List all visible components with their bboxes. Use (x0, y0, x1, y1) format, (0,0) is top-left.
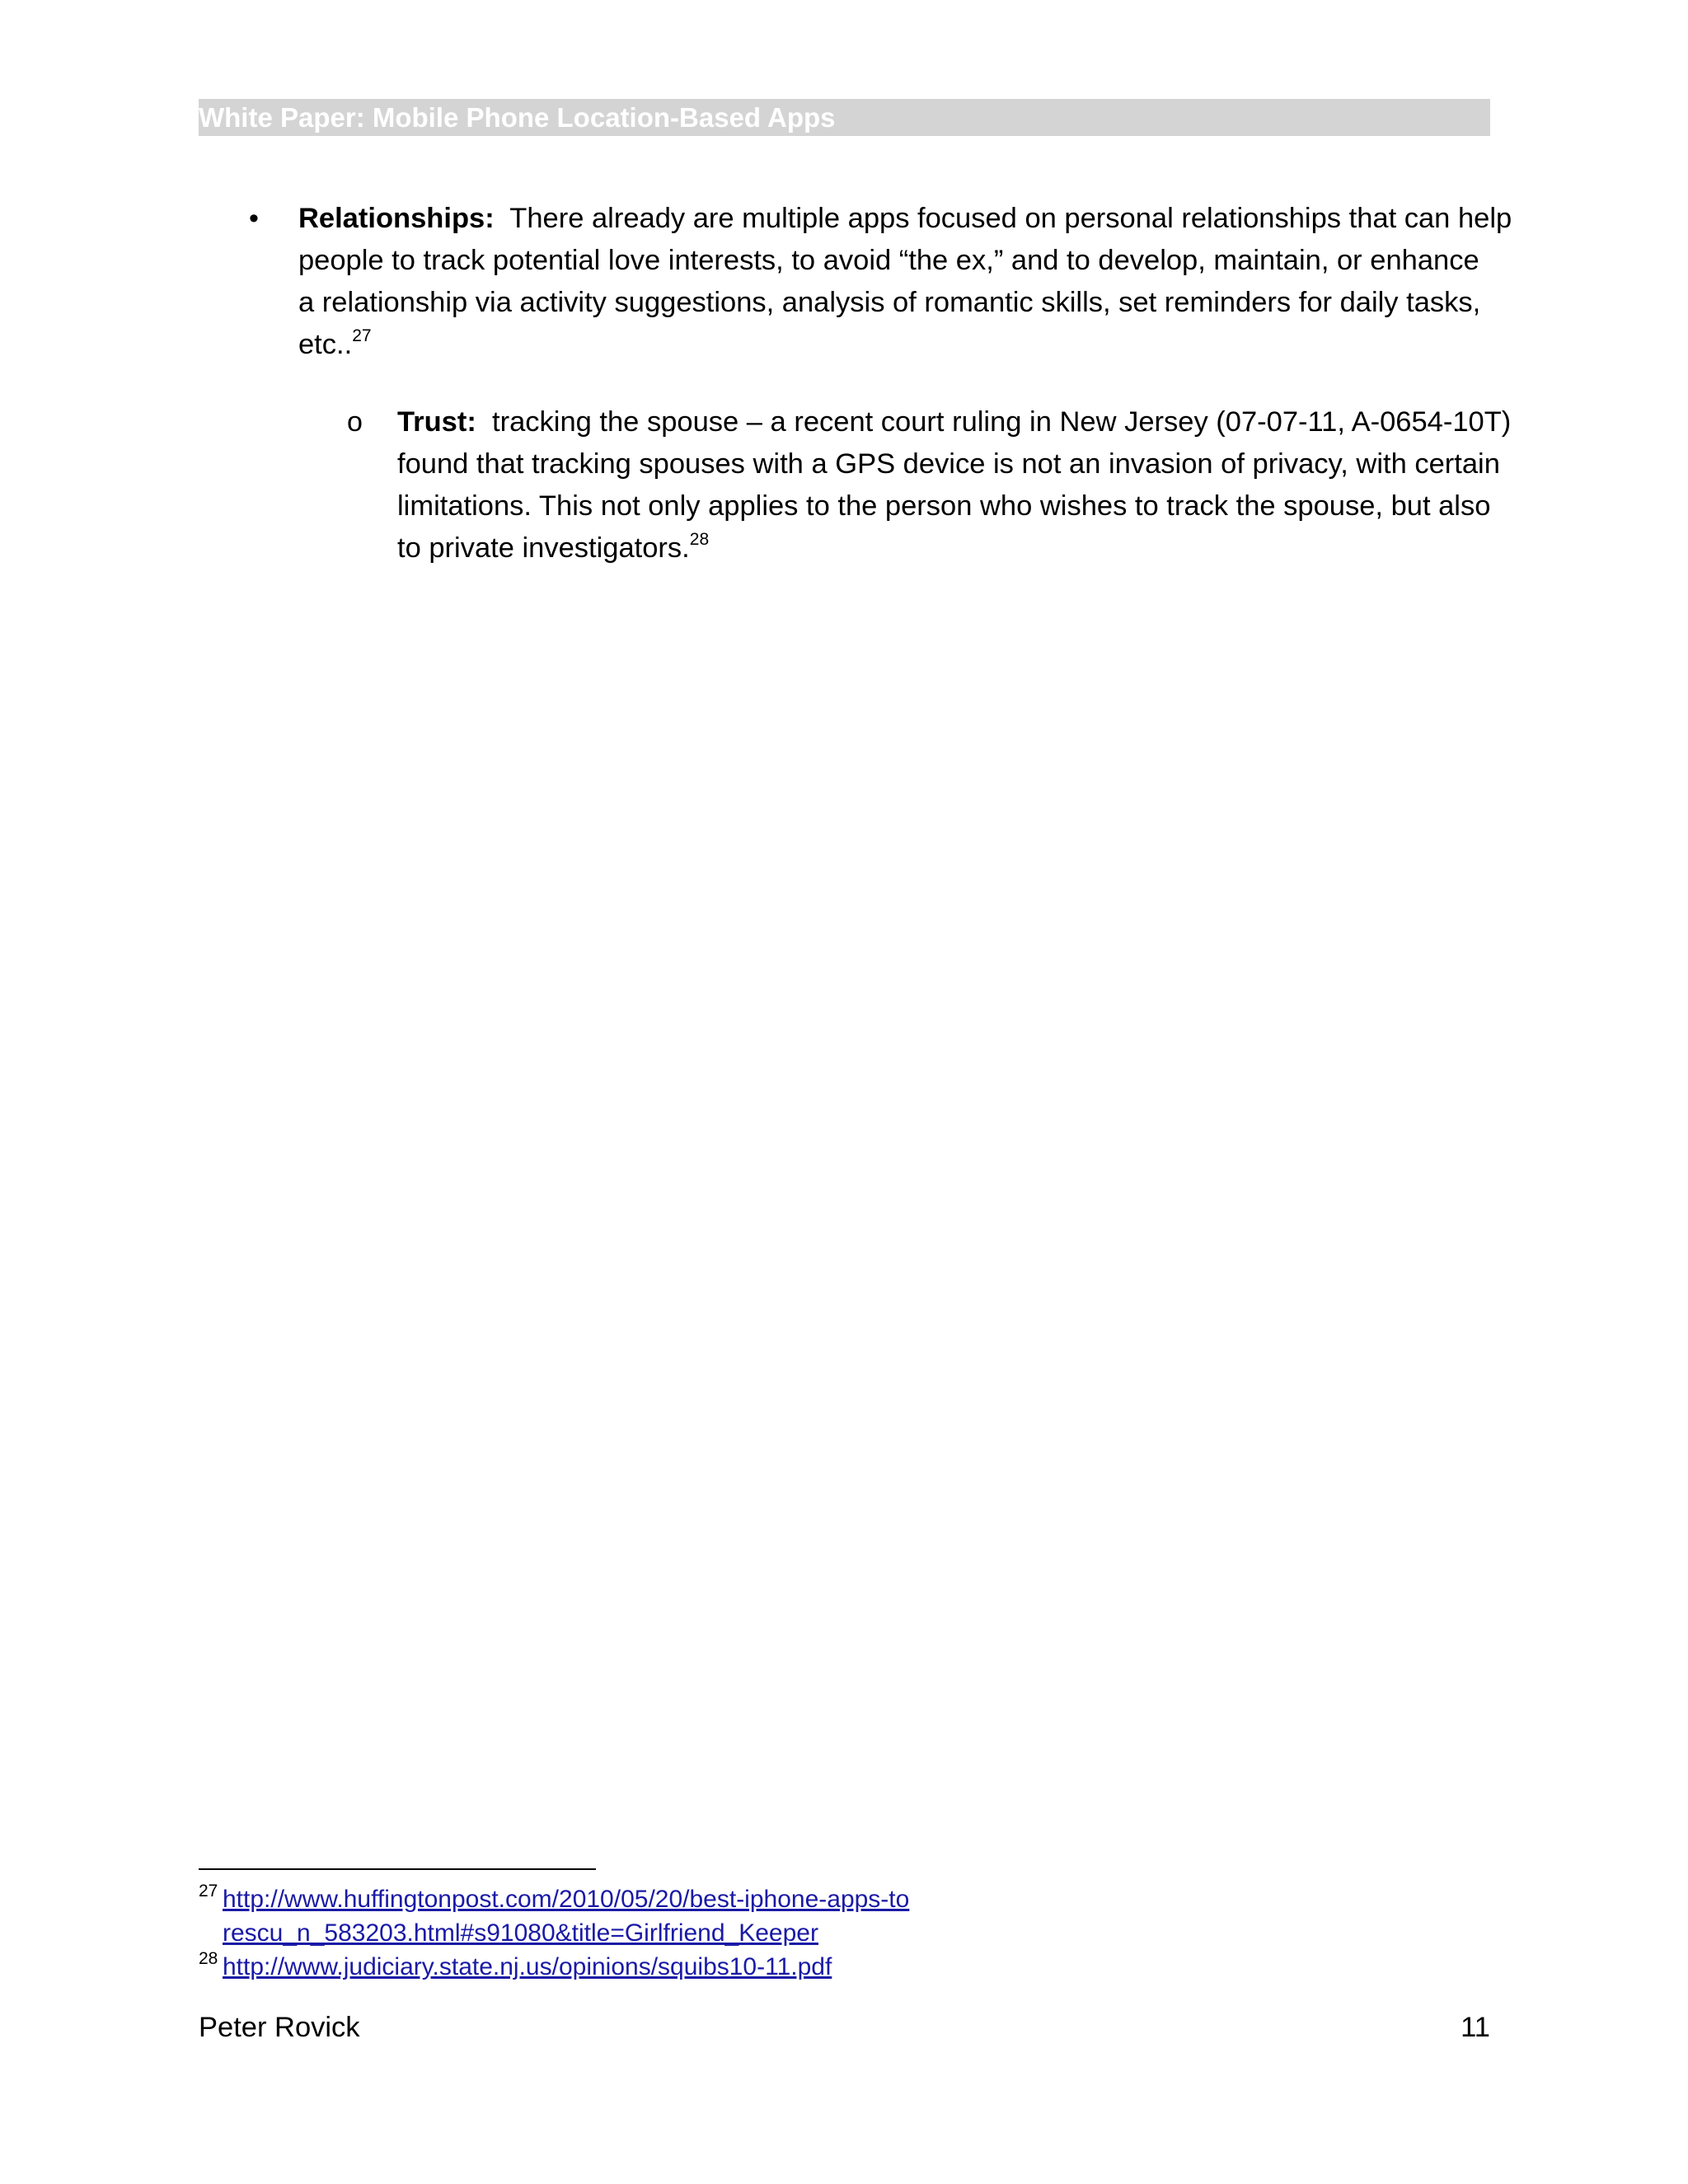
bullet-line-1 (298, 198, 1512, 240)
bullet-relationships (298, 198, 1512, 366)
footnote-number: 28 (199, 1949, 218, 1968)
footnote-ref-27[interactable]: 27 (352, 326, 372, 345)
bullet-marker: • (249, 203, 259, 234)
footer-author: Peter Rovick (199, 2012, 360, 2043)
sub-text-4: to private investigators. (397, 532, 690, 564)
footnote-ref-28[interactable]: 28 (689, 530, 710, 549)
sub-line-2: found that tracking spouses with a GPS device is not an invasion of privacy, with certain (397, 448, 1500, 480)
page-number: 11 (1461, 2012, 1490, 2043)
bullet-line-3: a relationship via activity suggestions, analysis of romantic skills, set reminders for daily tasks, (298, 287, 1481, 318)
footnote-link-line[interactable]: rescu_n_583203.html#s91080&title=Girlfriend_Keeper (223, 1919, 818, 1947)
footnote-27 (199, 1882, 1023, 1950)
bullet-term: Relationships: (298, 203, 495, 234)
sub-line-1 (397, 401, 1512, 443)
sub-bullet-trust (397, 401, 1512, 569)
footnote-separator (199, 1868, 596, 1870)
sub-term: Trust: (397, 406, 476, 438)
sub-text-1: tracking the spouse – a recent court ruling in New Jersey (07-07-11, A-0654-10T) (492, 406, 1512, 438)
footnote-28 (199, 1950, 1023, 1984)
running-header (199, 99, 1490, 136)
sub-line-4 (397, 527, 1493, 569)
sub-bullet-marker: o (347, 406, 363, 438)
footnote-link-line[interactable]: http://www.huffingtonpost.com/2010/05/20/best-iphone-apps-to (223, 1886, 910, 1913)
bullet-line-4 (298, 324, 1493, 366)
header-title: White Paper: Mobile Phone Location-Based Apps (199, 102, 836, 133)
sub-line-3: limitations. This not only applies to the person who wishes to track the spouse, but also (397, 490, 1491, 522)
bullet-line-2: people to track potential love interests, to avoid “the ex,” and to develop, maintain, or enhance (298, 245, 1479, 276)
bullet-text-1: There already are multiple apps focused on personal relationships that can help (509, 203, 1512, 234)
footnote-number: 27 (199, 1882, 218, 1900)
bullet-text-4: etc.. (298, 329, 353, 360)
footnote-link-line[interactable]: http://www.judiciary.state.nj.us/opinions/squibs10-11.pdf (223, 1953, 832, 1980)
